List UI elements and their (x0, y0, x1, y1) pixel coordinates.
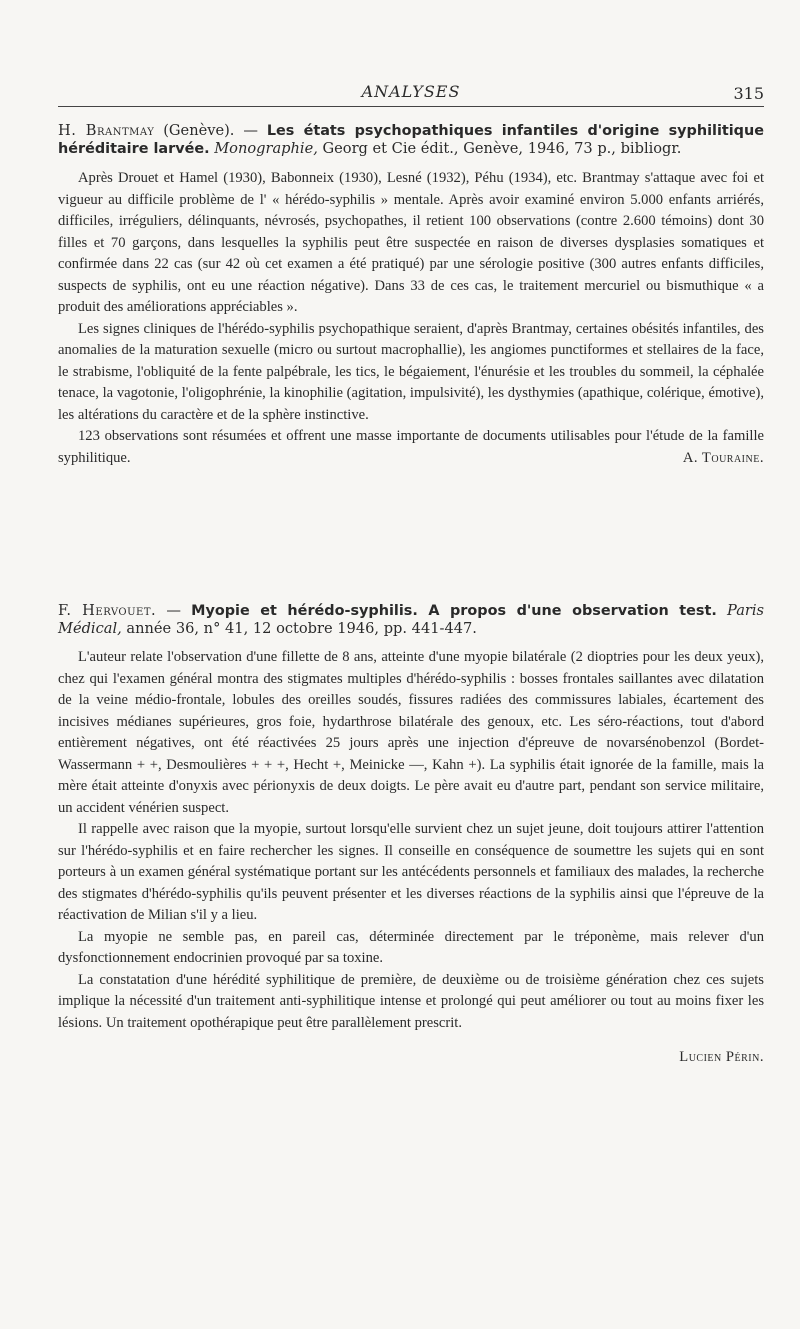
series: Monographie, (214, 140, 318, 157)
author: H. Brantmay (58, 122, 155, 139)
citation-rest: année 36, n° 41, 12 octobre 1946, pp. 441-447. (126, 620, 477, 637)
paragraph: L'auteur relate l'observation d'une fillette de 8 ans, atteinte d'une myopie bilatérale (2 dioptries pour les deux yeux), chez qui l'examen général montra des stigmates multiples d'hérédo-syphilis : bosses frontales saillantes avec dilatation de la veine médio-frontale, lobules des oreilles soudés, fissures radiées des commissures labiales, écartement des incisives médianes supérieures, gros foie, hydarthrose bilatérale des genoux, etc. Les séro-réactions, tout d'abord entièrement négatives, ont été réactivées 25 jours après une injection d'épreuve de novarsénobenzol (Bordet-Wassermann + +, Desmoulières + + +, Hecht +, Meinicke —, Kahn +). La syphilis était ignorée de la famille, mais la mère était atteinte d'onyxis avec périonyxis de deux doigts. Le père avait eu d'autre part, pendant son service militaire, un accident vénérien suspect. (58, 649, 764, 816)
article-hervouet (58, 602, 764, 1080)
journal: Paris Médical, (58, 602, 765, 637)
dash: — (243, 122, 258, 139)
author: F. Hervouet. (58, 602, 157, 619)
dash: — (166, 602, 181, 619)
paragraph: La myopie ne semble pas, en pareil cas, déterminée directement par le tréponème, mais relever d'un dysfonctionnement endocrinien provoqué par sa toxine. (58, 928, 764, 966)
city: (Genève). (163, 122, 235, 139)
paragraph-with-signature (58, 426, 764, 469)
article-title: Les états psychopathiques infantiles d'origine syphilitique héréditaire larvée. (58, 123, 764, 157)
citation (58, 122, 764, 158)
paragraph: Les signes cliniques de l'hérédo-syphilis psychopathique seraient, d'après Brantmay, certaines obésités infantiles, des anomalies de la maturation sexuelle (micro ou surtout macrophallie), les angiomes punctiformes et stellaires de la face, le strabisme, l'obliquité de la fente palpébrale, les tics, le bégaiement, l'énurésie et les troubles du sommeil, la céphalée tenace, la vagotonie, l'oligophrénie, la kinophilie (agitation, impulsivité), les dysthymies (apathique, colérique, émotive), les altérations du caractère et de la sphère instinctive. (58, 320, 764, 423)
paragraph: La constatation d'une hérédité syphilitique de première, de deuxième ou de troisième génération chez ces sujets implique la nécessité d'un traitement anti-syphilitique intense et prolongé qui peut améliorer ou tout au moins fixer les lésions. Un traitement opothérapique peut être parallèlement prescrit. (58, 971, 764, 1031)
signature: Lucien Périn. (679, 1048, 764, 1065)
running-title: ANALYSES (361, 82, 461, 101)
citation (58, 602, 764, 637)
paragraph: Il rappelle avec raison que la myopie, surtout lorsqu'elle survient chez un sujet jeune, doit toujours attirer l'attention sur l'hérédo-syphilis et en faire rechercher les signes. Il conseille en conséquence de soumettre les sujets qui en sont porteurs à un examen général systématique portant sur les antécédents personnels et familiaux des malades, la recherche des stigmates d'hérédo-syphilis qu'ils peuvent présenter et les diverses réactions de la syphilis ainsi que l'épreuve de la réactivation de Milian s'il y a lieu. (58, 821, 764, 923)
publisher: Georg et Cie édit., Genève, 1946, 73 p., bibliogr. (322, 140, 682, 157)
paragraph: Après Drouet et Hamel (1930), Babonneix (1930), Lesné (1932), Péhu (1934), etc. Brantmay s'attaque avec foi et vigueur au difficile problème de l' « hérédo-syphilis » mentale. Après avoir examiné environ 5.000 enfants arriérés, difficiles, irréguliers, délinquants, névrosés, psychopathes, il retient 100 observations (contre 2.600 témoins) dont 30 filles et 70 garçons, dans lesquelles la syphilis peut être suspectée en raison de diverses dysplasies somatiques et confirmée dans 22 cas (sur 42 où cet examen a été pratiqué) par une sérologie positive (300 autres enfants difficiles, suspects de syphilis, ont eu une réaction négative). Dans 33 de ces cas, le traitement mercuriel ou bismuthique « a produit des améliorations appréciables ». (58, 170, 764, 315)
page-number: 315 (733, 84, 764, 103)
running-header (58, 82, 764, 104)
article-title: Myopie et hérédo-syphilis. A propos d'une observation test. (191, 603, 717, 619)
article-brantmay (58, 122, 764, 469)
paragraph-text: 123 observations sont résumées et offrent une masse importante de documents utilisables pour l'étude de la famille syphilitique. (58, 428, 764, 466)
header-rule (58, 106, 764, 107)
signature: A. Touraine. (682, 449, 764, 466)
